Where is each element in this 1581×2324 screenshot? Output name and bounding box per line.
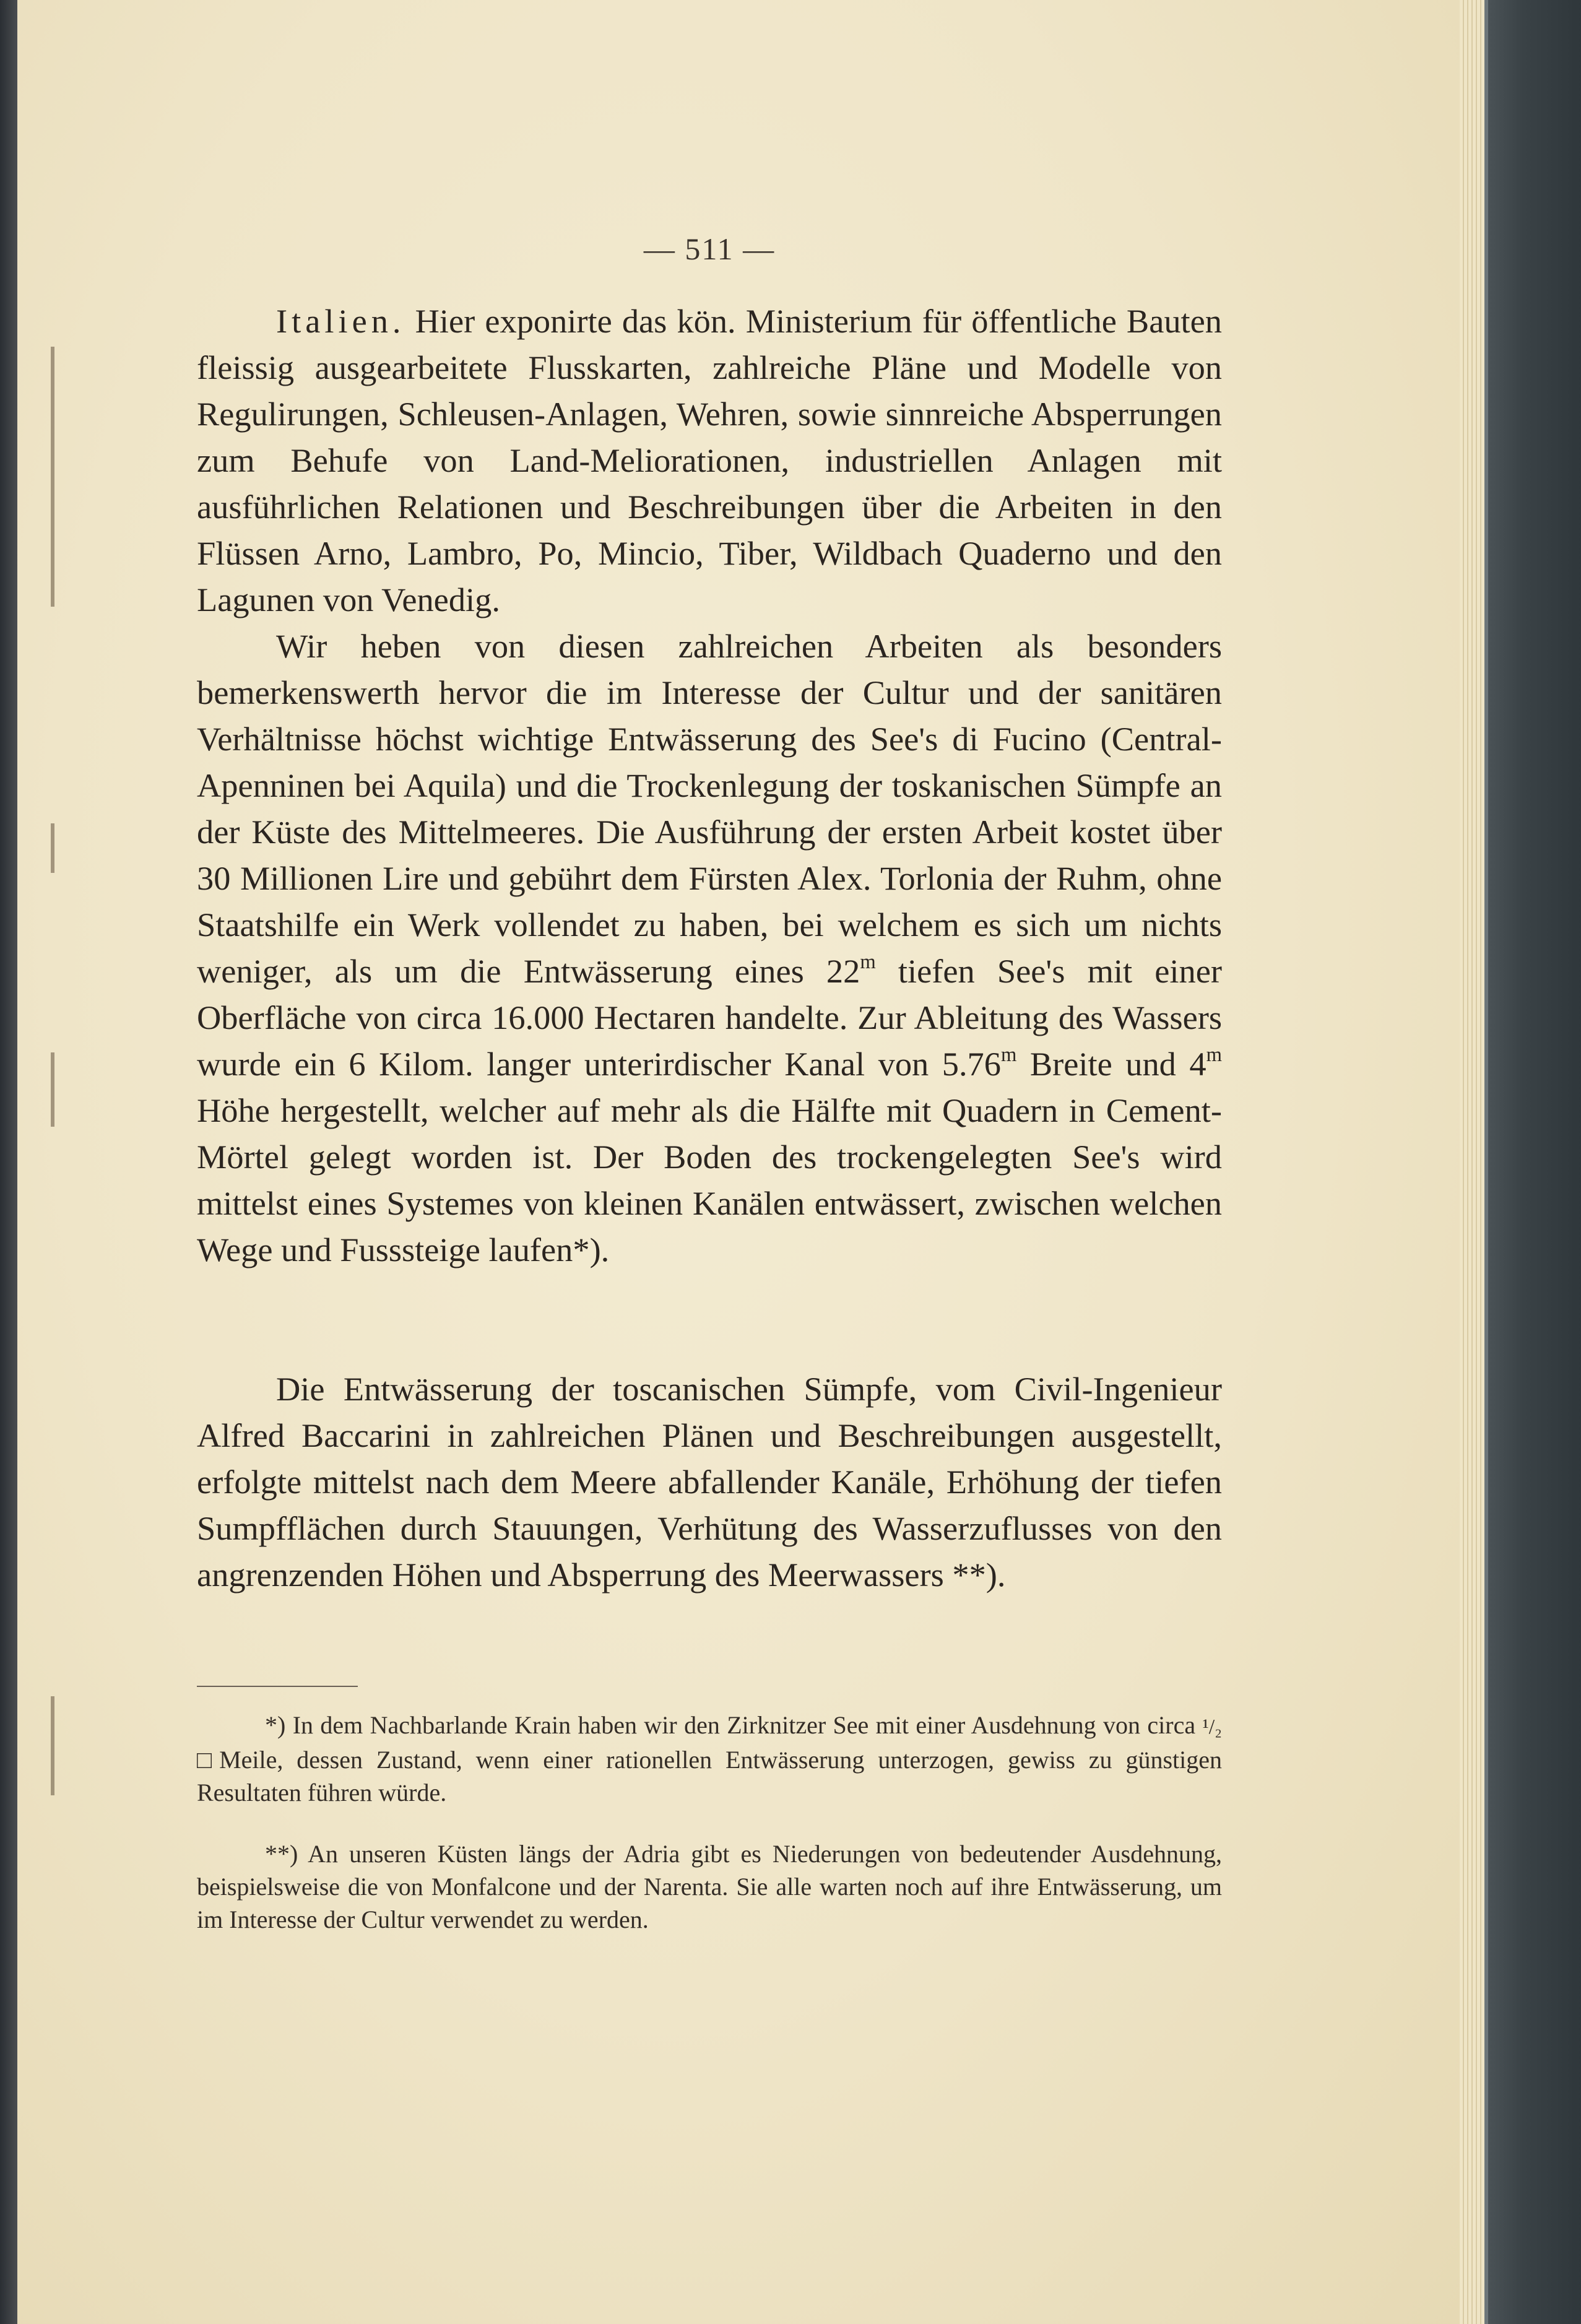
paragraph-text: Breite und 4 xyxy=(1016,1046,1206,1083)
page-number: — 511 — xyxy=(643,232,776,266)
cover-edge xyxy=(1484,0,1488,2324)
footnote-text: □Meile, dessen Zustand, wenn einer rationellen Entwässerung unterzogen, gewiss zu günstigen Resultaten führen würde. xyxy=(197,1746,1222,1806)
margin-shadow-mark xyxy=(51,347,54,607)
fraction-half: ¹/₂ xyxy=(1202,1715,1222,1738)
footnote-divider xyxy=(197,1686,358,1687)
paragraph-text: tiefen See's mit einer Oberfläche von circa 16.000 Hectaren handelte. Zur Ableitung des Wassers wurde ein 6 Kilom. langer unterirdischer Kanal von 5.76 xyxy=(197,953,1222,1083)
book-cover-board xyxy=(1484,0,1581,2324)
paragraph-fucino xyxy=(197,623,1222,1273)
footnote-text: **) An unseren Küsten längs der Adria gibt es Niederungen von bedeutender Ausdehnung, beispielsweise die von Monfalcone und der Narenta. Sie alle warten noch auf ihre Entwässerung, um im Interesse der Cultur verwendet zu werden. xyxy=(197,1840,1222,1933)
binding-gutter xyxy=(0,0,17,2324)
paragraph-text: Die Entwässerung der toscanischen Sümpfe, vom Civil-Ingenieur Alfred Baccarini in zahlreichen Plänen und Beschreibungen ausgestellt, erfolgte mittelst nach dem Meere abfallender Kanäle, Erhöhung der tiefen Sumpfflächen durch Stauungen, Verhütung des Wasserzuflusses von den angrenzenden Höhen und Absperrung des Meerwassers **). xyxy=(197,1371,1222,1593)
paragraph-italien xyxy=(197,298,1222,623)
unit-superscript: m xyxy=(1206,1044,1222,1067)
paragraph-text: Höhe hergestellt, welcher auf mehr als die Hälfte mit Quadern in Cement-Mörtel gelegt worden ist. Der Boden des trockengelegten See's wird mittelst eines Systemes von kleinen Kanälen entwässert, zwischen welchen Wege und Fusssteige laufen*). xyxy=(197,1092,1222,1268)
footnote-2 xyxy=(197,1837,1222,1936)
margin-shadow-mark xyxy=(51,1052,54,1127)
paragraph-lead: Italien. xyxy=(276,303,405,340)
page-edges xyxy=(1460,0,1484,2324)
paragraph-text: Hier exponirte das kön. Ministerium für öffentliche Bauten fleissig ausgearbeitete Flusskarten, zahlreiche Pläne und Modelle von Regulirungen, Schleusen-Anlagen, Wehren, sowie sinnreiche Absperrungen zum Behufe von Land-Meliorationen, industriellen Anlagen mit ausführlichen Relationen und Beschreibungen über die Arbeiten in den Flüssen Arno, Lambro, Po, Mincio, Tiber, Wildbach Quaderno und den Lagunen von Venedig. xyxy=(197,303,1222,618)
margin-shadow-mark xyxy=(51,823,54,873)
paragraph-toscanische-suempfe xyxy=(197,1366,1222,1598)
unit-superscript: m xyxy=(1000,1044,1017,1067)
unit-superscript: m xyxy=(860,951,876,974)
footnote-1 xyxy=(197,1709,1222,1809)
margin-shadow-mark xyxy=(51,1696,54,1795)
paragraph-text: Wir heben von diesen zahlreichen Arbeiten als besonders bemerkenswerth hervor die im Interesse der Cultur und der sanitären Verhältnisse höchst wichtige Entwässerung des See's di Fucino (Central-Apenninen bei Aquila) und die Trockenlegung der toskanischen Sümpfe an der Küste des Mittelmeeres. Die Ausführung der ersten Arbeit kostet über 30 Millionen Lire und gebührt dem Fürsten Alex. Torlonia der Ruhm, ohne Staatshilfe ein Werk vollendet zu haben, bei welchem es sich um nichts weniger, als um die Entwässerung eines 22 xyxy=(197,628,1222,990)
footnote-text: *) In dem Nachbarlande Krain haben wir den Zirknitzer See mit einer Ausdehnung von circa xyxy=(265,1711,1203,1739)
